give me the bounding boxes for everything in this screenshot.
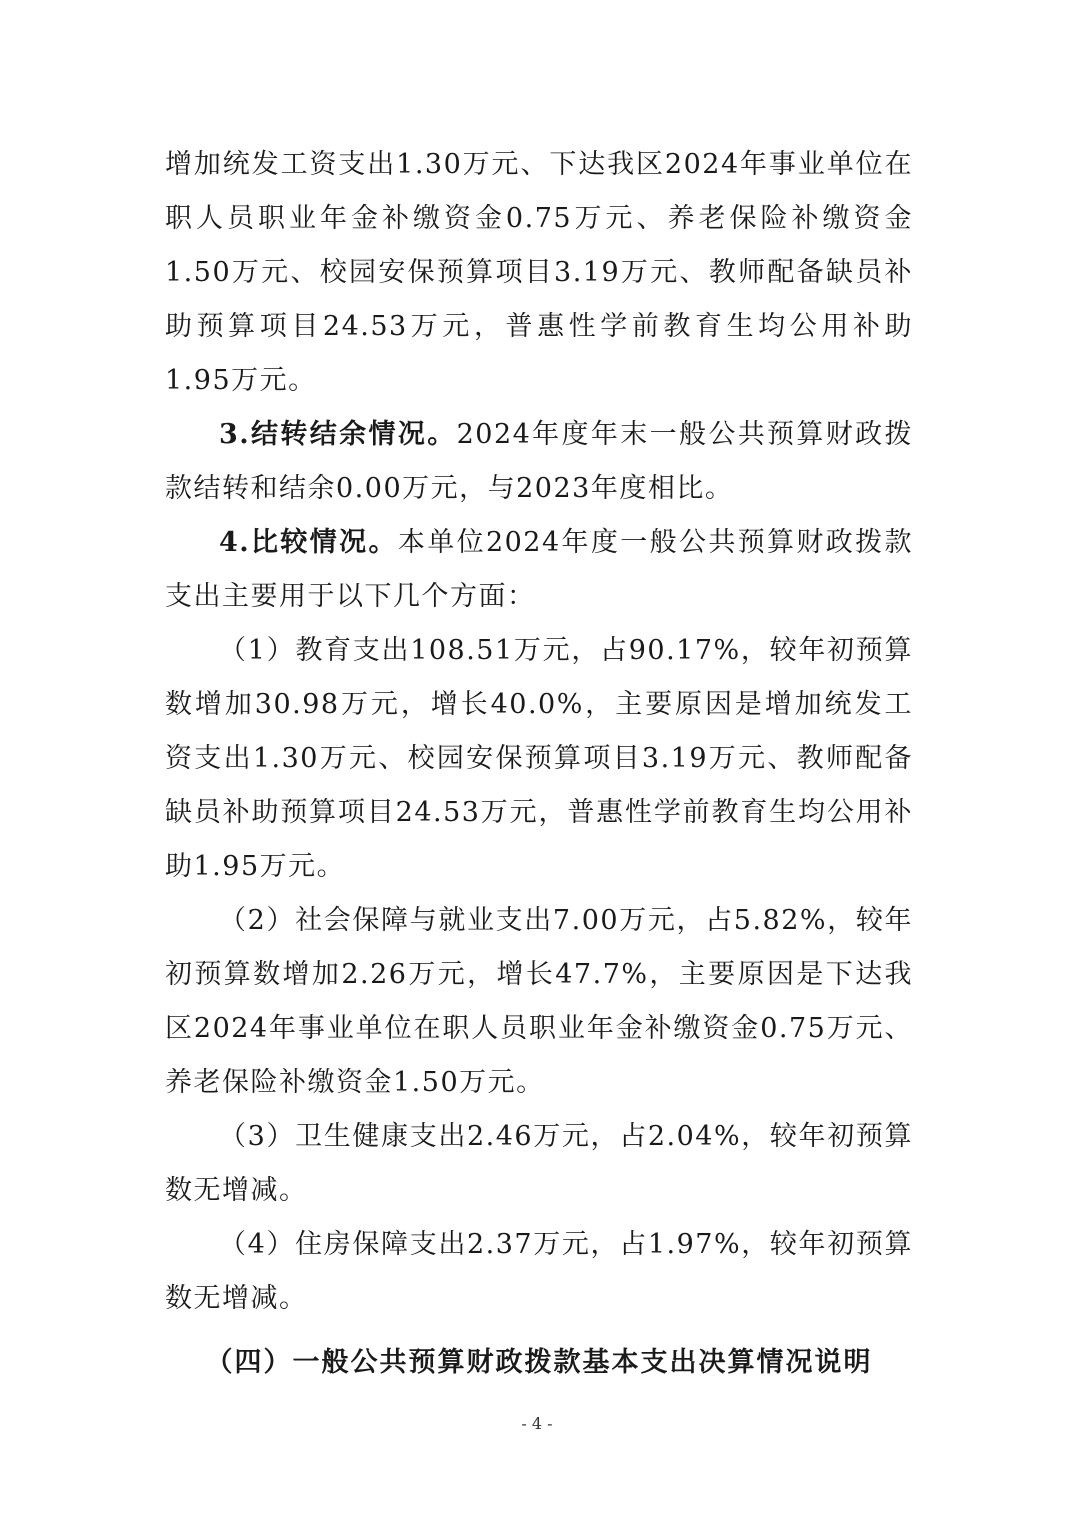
- paragraph-lead: 4.比较情况。: [219, 527, 398, 558]
- paragraph-text: （2）社会保障与就业支出7.00万元，占5.82%，较年初预算数增加2.26万元，增长47.7%，主要原因是下达我区2024年事业单位在职人员职业年金补缴资金0.75万元、养老保险补缴资金1.50万元。: [165, 905, 913, 1098]
- paragraph-item-1: [165, 624, 913, 894]
- paragraph-text: 增加统发工资支出1.30万元、下达我区2024年事业单位在职人员职业年金补缴资金0.75万元、养老保险补缴资金1.50万元、校园安保预算项目3.19万元、教师配备缺员补助预算项目24.53万元，普惠性学前教育生均公用补助1.95万元。: [165, 149, 913, 396]
- paragraph-lead: 3.结转结余情况。: [219, 419, 457, 450]
- paragraph-comparison: [165, 516, 913, 624]
- paragraph-text: （4）住房保障支出2.37万元，占1.97%，较年初预算数无增减。: [165, 1229, 913, 1314]
- paragraph-item-3: [165, 1110, 913, 1218]
- section-heading: （四）一般公共预算财政拨款基本支出决算情况说明: [205, 1347, 873, 1378]
- page-number: - 4 -: [521, 1414, 553, 1433]
- paragraph-item-4: [165, 1218, 913, 1326]
- paragraph-text: （1）教育支出108.51万元，占90.17%，较年初预算数增加30.98万元，增长40.0%，主要原因是增加统发工资支出1.30万元、校园安保预算项目3.19万元、教师配备缺员补助预算项目24.53万元，普惠性学前教育生均公用补助1.95万元。: [165, 635, 913, 882]
- paragraph-text: 本单位2024年度一般公共预算财政拨款支出主要用于以下几个方面：: [165, 527, 913, 612]
- paragraph-item-2: [165, 894, 913, 1110]
- paragraph-text: （3）卫生健康支出2.46万元，占2.04%，较年初预算数无增减。: [165, 1121, 913, 1206]
- paragraph-text: 2024年度年末一般公共预算财政拨款结转和结余0.00万元，与2023年度相比。: [165, 419, 914, 504]
- paragraph-carryover: [165, 408, 913, 516]
- document-body: [165, 138, 913, 1390]
- paragraph-continuation: [165, 138, 913, 408]
